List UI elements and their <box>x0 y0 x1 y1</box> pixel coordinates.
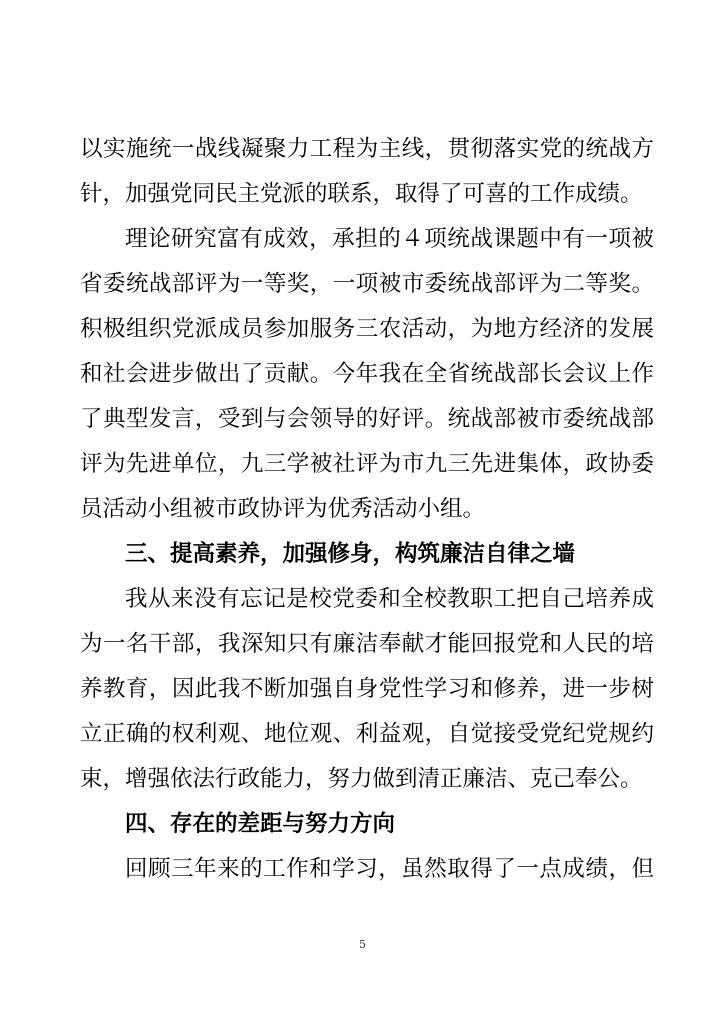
paragraph-line: 以实施统一战线凝聚力工程为主线，贯彻落实党的统战方 <box>80 136 654 162</box>
paragraph-line: 评为先进单位，九三学被社评为市九三先进集体，政协委 <box>80 451 654 477</box>
paragraph-line: 立正确的权利观、地位观、利益观，自觉接受党纪党规约 <box>80 721 654 747</box>
paragraph-line: 养教育，因此我不断加强自身党性学习和修养，进一步树 <box>80 676 654 702</box>
paragraph-line: 我从来没有忘记是校党委和全校教职工把自己培养成 <box>125 586 654 612</box>
paragraph-line: 省委统战部评为一等奖，一项被市委统战部评为二等奖。 <box>80 271 654 297</box>
paragraph-line: 积极组织党派成员参加服务三农活动，为地方经济的发展 <box>80 316 654 342</box>
section-heading: 四、存在的差距与努力方向 <box>125 811 396 837</box>
page-number: 5 <box>359 938 366 951</box>
paragraph-line: 理论研究富有成效，承担的４项统战课题中有一项被 <box>125 226 654 252</box>
paragraph-line: 针，加强党同民主党派的联系，取得了可喜的工作成绩。 <box>80 181 643 207</box>
paragraph-line: 为一名干部，我深知只有廉洁奉献才能回报党和人民的培 <box>80 631 654 657</box>
paragraph-line: 回顾三年来的工作和学习，虽然取得了一点成绩，但 <box>125 856 654 882</box>
document-body <box>80 127 654 892</box>
paragraph-line: 和社会进步做出了贡献。今年我在全省统战部长会议上作 <box>80 361 654 387</box>
paragraph-line: 束，增强依法行政能力，努力做到清正廉洁、克己奉公。 <box>80 766 643 792</box>
section-heading: 三、提高素养，加强修身，构筑廉洁自律之墙 <box>125 541 576 567</box>
paragraph-line: 了典型发言，受到与会领导的好评。统战部被市委统战部 <box>80 406 654 432</box>
paragraph-line: 员活动小组被市政协评为优秀活动小组。 <box>80 496 486 522</box>
